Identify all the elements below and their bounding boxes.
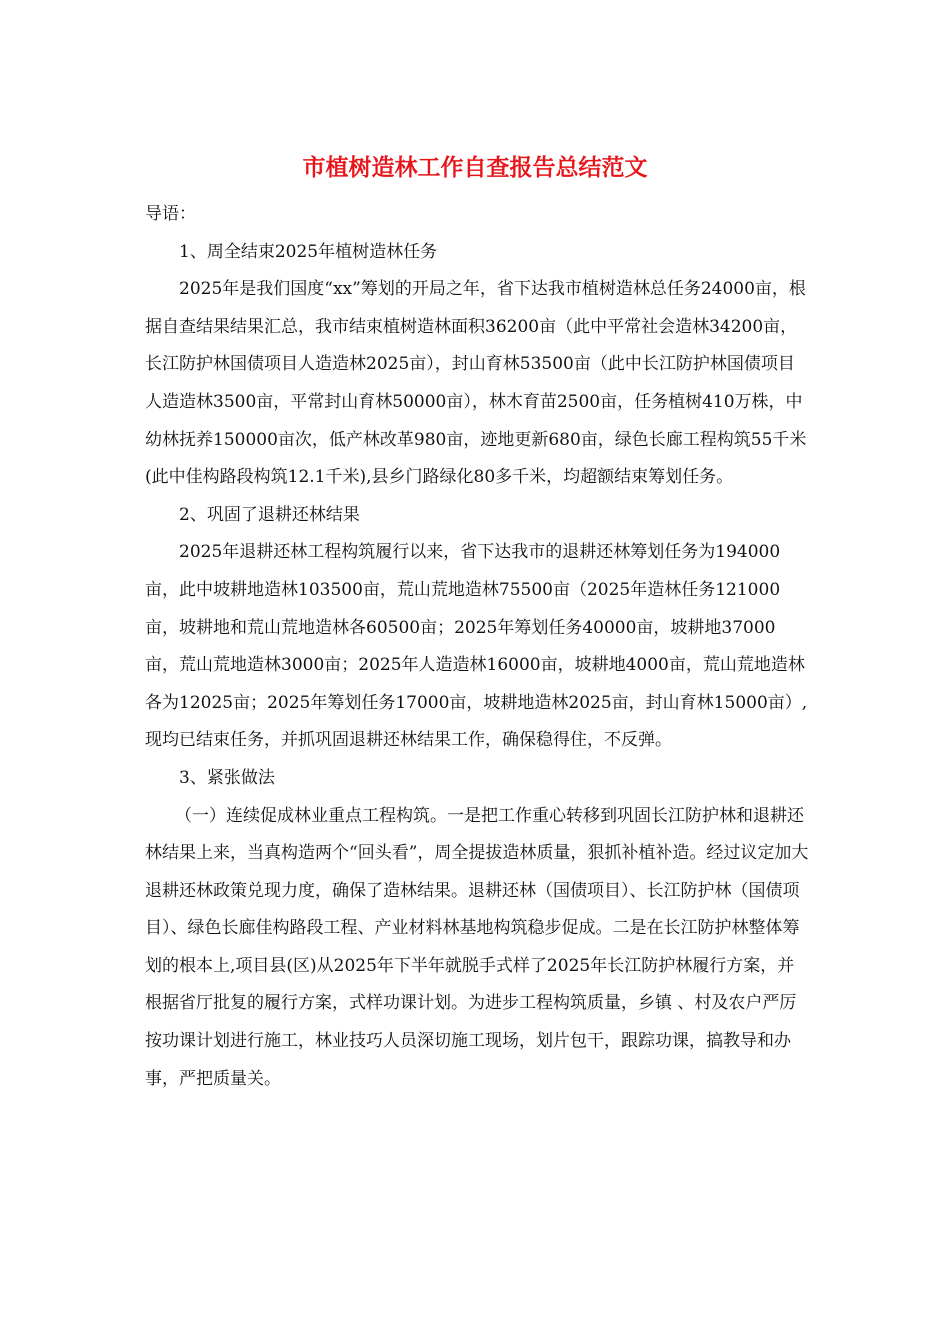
section-heading-1: 1、周全结束2025年植树造林任务 xyxy=(179,241,438,262)
section-heading-3: 3、紧张做法 xyxy=(179,767,275,788)
document-title: 市植树造林工作自查报告总结范文 xyxy=(302,154,648,181)
intro-label: 导语： xyxy=(145,204,196,224)
section-paragraph-2: 2025年退耕还林工程构筑履行以来，省下达我市的退耕还林筹划任务为194000亩，此中坡耕地造林103500亩，荒山荒地造林75500亩（2025年造林任务121000亩，坡耕地和荒山荒地造林各60500亩；2025年筹划任务40000亩，坡耕地37000亩，荒山荒地造林3000亩；2025年人造造林16000亩，坡耕地4000亩，荒山荒地造林各为12025亩；2025年筹划任务17000亩，坡耕地造林2025亩，封山育林15000亩）,现均已结束任务，并抓巩固退耕还林结果工作，确保稳得住，不反弹。 xyxy=(145,542,808,751)
document-body xyxy=(145,196,809,1098)
section-heading-2: 2、巩固了退耕还林结果 xyxy=(179,504,360,525)
section-paragraph-1: 2025年是我们国度“xx”筹划的开局之年，省下达我市植树造林总任务24000亩，根据自查结果结果汇总，我市结束植树造林面积36200亩（此中平常社会造林34200亩，长江防护林国债项目人造造林2025亩），封山育林53500亩（此中长江防护林国债项目人造造林3500亩，平常封山育林50000亩），林木育苗2500亩，任务植树410万株，中幼林抚养150000亩次，低产林改革980亩，迹地更新680亩，绿色长廊工程构筑55千米(此中佳构路段构筑12.1千米),县乡门路绿化80多千米，均超额结束筹划任务。 xyxy=(145,279,807,488)
section-paragraph-3: （一）连续促成林业重点工程构筑。一是把工作重心转移到巩固长江防护林和退耕还林结果上来，当真构造两个“回头看”，周全提拔造林质量，狠抓补植补造。经过议定加大退耕还林政策兑现力度，确保了造林结果。退耕还林（国债项目）、长江防护林（国债项目）、绿色长廊佳构路段工程、产业材料林基地构筑稳步促成。二是在长江防护林整体筹划的根本上,项目县(区)从2025年下半年就脱手式样了2025年长江防护林履行方案，并根据省厅批复的履行方案，式样功课计划。为进步工程构筑质量，乡镇 、村及农户严厉按功课计划进行施工，林业技巧人员深切施工现场，划片包干，跟踪功课，搞教导和办事，严把质量关。 xyxy=(145,805,809,1089)
